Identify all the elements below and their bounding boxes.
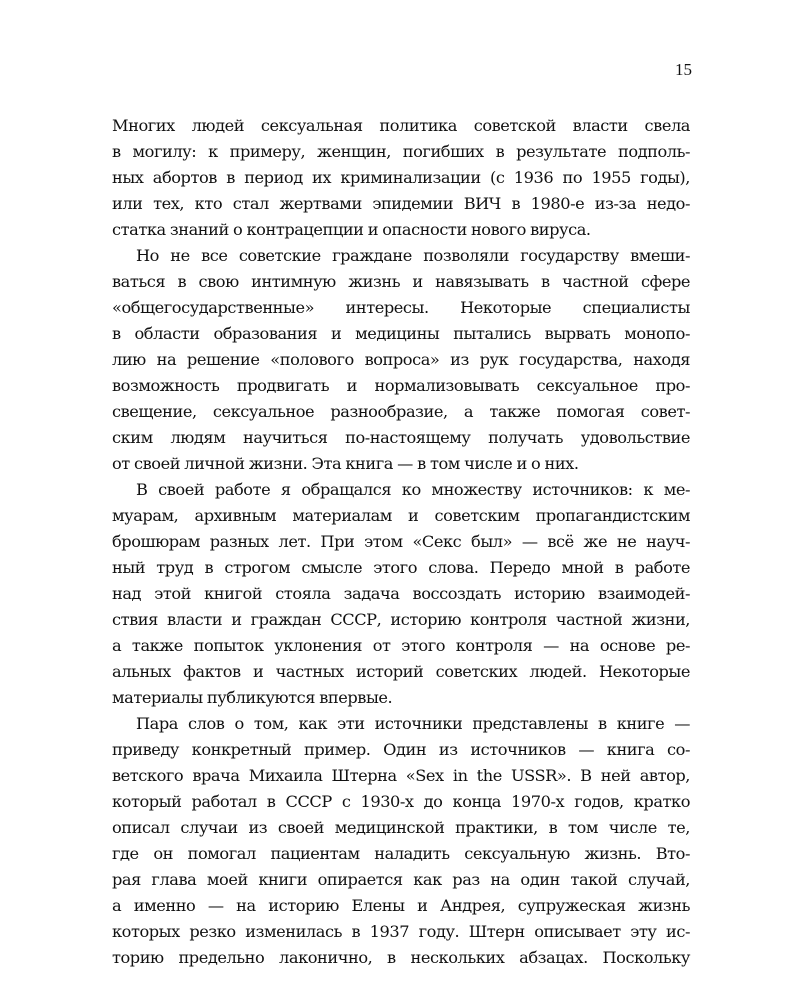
text-line: ским людям научиться по-настоящему получать удовольствие [112, 428, 690, 447]
page-number: 15 [675, 60, 692, 79]
text-line: статка знаний о контрацепции и опасности нового вируса. [112, 220, 591, 239]
text-line: свещение, сексуальное разнообразие, а также помогая совет- [112, 402, 690, 421]
text-line: рая глава моей книги опирается как раз на один такой случай, [112, 870, 690, 889]
text-line: а также попыток уклонения от этого контроля — на основе ре- [112, 636, 690, 655]
text-line: «общегосударственные» интересы. Некоторые специалисты [112, 298, 690, 317]
text-line: ный труд в строгом смысле этого слова. Передо мной в работе [112, 558, 690, 577]
paragraph [112, 711, 690, 971]
text-line: над этой книгой стояла задача воссоздать историю взаимодей- [112, 584, 690, 603]
text-line: который работал в СССР с 1930-х до конца 1970-х годов, кратко [112, 792, 690, 811]
text-line: торию предельно лаконично, в нескольких абзацах. Поскольку [112, 948, 690, 967]
text-line: материалы публикуются впервые. [112, 688, 393, 707]
text-line: ствия власти и граждан СССР, историю контроля частной жизни, [112, 610, 690, 629]
text-line: лию на решение «полового вопроса» из рук государства, находя [112, 350, 690, 369]
paragraph [112, 113, 690, 243]
text-line: а именно — на историю Елены и Андрея, супружеская жизнь [112, 896, 690, 915]
text-line: от своей личной жизни. Эта книга — в том числе и о них. [112, 454, 579, 473]
text-line: Многих людей сексуальная политика советской власти свела [112, 116, 690, 135]
text-line: возможность продвигать и нормализовывать сексуальное про- [112, 376, 690, 395]
text-line: ных абортов в период их криминализации (с 1936 по 1955 годы), [112, 168, 690, 187]
text-line: описал случаи из своей медицинской практики, в том числе те, [112, 818, 690, 837]
text-line: в области образования и медицины пытались вырвать монопо- [112, 324, 690, 343]
text-line: ваться в свою интимную жизнь и навязывать в частной сфере [112, 272, 690, 291]
text-line: приведу конкретный пример. Один из источников — книга со- [112, 740, 690, 759]
body-text [112, 113, 690, 971]
text-line: которых резко изменилась в 1937 году. Штерн описывает эту ис- [112, 922, 690, 941]
text-line: брошюрам разных лет. При этом «Секс был» — всё же не науч- [112, 532, 690, 551]
text-line: или тех, кто стал жертвами эпидемии ВИЧ в 1980-е из-за недо- [112, 194, 690, 213]
text-line: муарам, архивным материалам и советским пропагандистским [112, 506, 690, 525]
paragraph [112, 477, 690, 711]
text-line: Пара слов о том, как эти источники представлены в книге — [136, 714, 690, 733]
paragraph [112, 243, 690, 477]
text-line: В своей работе я обращался ко множеству источников: к ме- [136, 480, 690, 499]
text-line: альных фактов и частных историй советских людей. Некоторые [112, 662, 690, 681]
text-line: ветского врача Михаила Штерна «Sex in the USSR». В ней автор, [112, 766, 690, 785]
text-line: в могилу: к примеру, женщин, погибших в результате подполь- [112, 142, 690, 161]
text-line: Но не все советские граждане позволяли государству вмеши- [136, 246, 690, 265]
text-line: где он помогал пациентам наладить сексуальную жизнь. Вто- [112, 844, 690, 863]
